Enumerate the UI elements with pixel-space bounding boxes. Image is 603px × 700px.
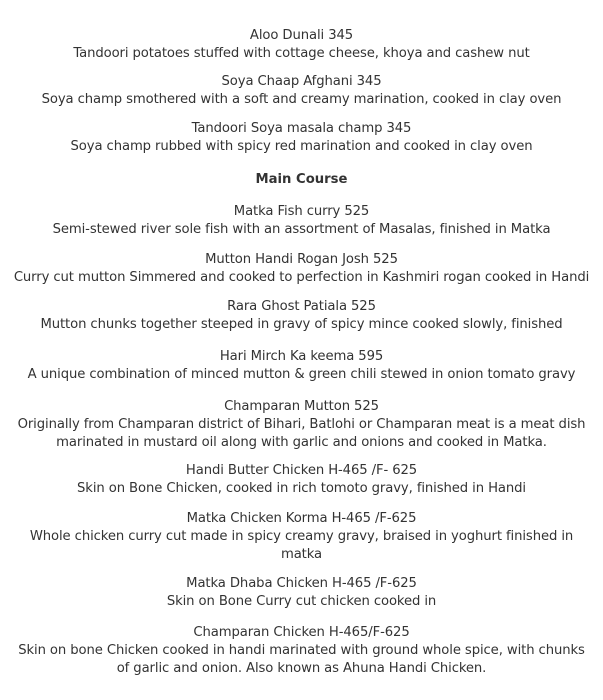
- menu-item-rara-ghost-patiala: [0, 298, 603, 334]
- menu-item-matka-fish-curry: [0, 203, 603, 239]
- menu-item-aloo-dunali: [0, 27, 603, 63]
- menu-item-name: Matka Dhaba Chicken H-465 /F-625: [186, 576, 417, 591]
- menu-item-soya-chaap-afghani: [0, 73, 603, 109]
- menu-item-mutton-handi-rogan-josh: [0, 251, 603, 287]
- menu-item-tandoori-soya-masala-champ: [0, 120, 603, 156]
- menu-item-description: matka: [280, 547, 323, 562]
- menu-item-description: of garlic and onion. Also known as Ahuna Handi Chicken.: [116, 661, 487, 676]
- menu-item-champaran-mutton: [0, 398, 603, 452]
- menu-item-description: Originally from Champaran district of Bihari, Batlohi or Champaran meat is a meat dish: [17, 417, 586, 432]
- menu-item-description: Skin on Bone Chicken, cooked in rich tomoto gravy, finished in Handi: [77, 481, 526, 496]
- menu-item-name: Rara Ghost Patiala 525: [227, 299, 376, 314]
- menu-item-hari-mirch-ka-keema: [0, 348, 603, 384]
- menu-item-name: Matka Chicken Korma H-465 /F-625: [186, 511, 417, 526]
- menu-item-handi-butter-chicken: [0, 462, 603, 498]
- menu-item-name: Champaran Chicken H-465/F-625: [193, 625, 410, 640]
- menu-item-description: Curry cut mutton Simmered and cooked to perfection in Kashmiri rogan cooked in Handi: [13, 270, 590, 285]
- menu-item-description: marinated in mustard oil along with garlic and onions and cooked in Matka.: [56, 435, 547, 450]
- menu-item-description: Skin on Bone Curry cut chicken cooked in: [166, 594, 437, 609]
- section-heading-main-course: Main Course: [255, 172, 348, 187]
- menu-item-name: Tandoori Soya masala champ 345: [191, 121, 412, 136]
- menu-item-name: Aloo Dunali 345: [249, 28, 354, 43]
- menu-item-description: Soya champ rubbed with spicy red marination and cooked in clay oven: [70, 139, 533, 154]
- menu-item-description: Whole chicken curry cut made in spicy creamy gravy, braised in yoghurt finished in: [29, 529, 574, 544]
- menu-item-name: Soya Chaap Afghani 345: [221, 74, 382, 89]
- menu-item-description: Mutton chunks together steeped in gravy of spicy mince cooked slowly, finished: [40, 317, 563, 332]
- menu-item-description: Skin on bone Chicken cooked in handi marinated with ground whole spice, with chunks: [18, 643, 585, 658]
- menu-item-description: Tandoori potatoes stuffed with cottage cheese, khoya and cashew nut: [73, 46, 530, 61]
- menu-item-description: Semi-stewed river sole fish with an assortment of Masalas, finished in Matka: [52, 222, 551, 237]
- menu-item-name: Hari Mirch Ka keema 595: [219, 349, 384, 364]
- menu-item-description: Soya champ smothered with a soft and creamy marination, cooked in clay oven: [41, 92, 562, 107]
- menu-item-name: Champaran Mutton 525: [224, 399, 379, 414]
- menu-item-matka-chicken-korma: [0, 510, 603, 564]
- menu-item-name: Handi Butter Chicken H-465 /F- 625: [185, 463, 418, 478]
- menu-item-description: A unique combination of minced mutton & green chili stewed in onion tomato gravy: [27, 367, 576, 382]
- menu-item-champaran-chicken: [0, 624, 603, 678]
- menu-item-name: Mutton Handi Rogan Josh 525: [205, 252, 398, 267]
- menu-item-matka-dhaba-chicken: [0, 575, 603, 611]
- menu-item-name: Matka Fish curry 525: [233, 204, 370, 219]
